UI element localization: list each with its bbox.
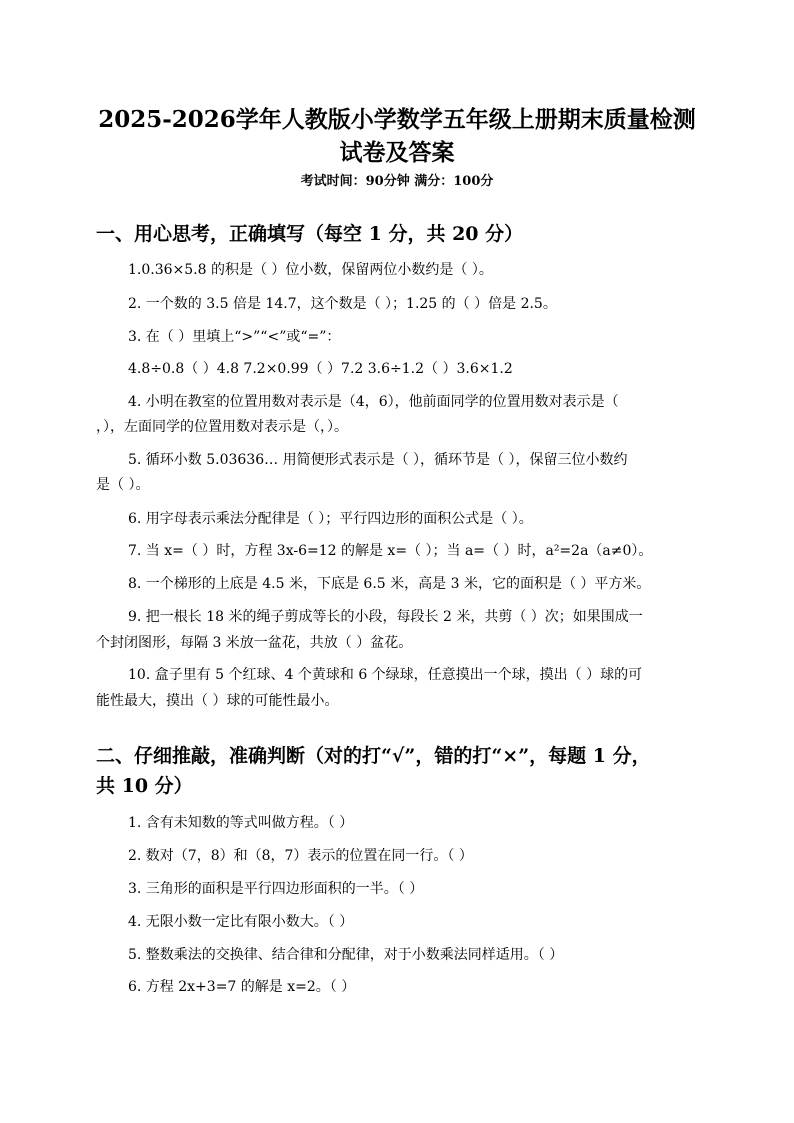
exam-title-line-2: 试卷及答案 [339,139,455,166]
section1-question-10: 10. 盒子里有 5 个红球、4 个黄球和 6 个绿球，任意摸出一个球，摸出（ ）球的可 [128,667,643,683]
section1-question-10-cont: 能性最大，摸出（ ）球的可能性最小。 [96,693,339,709]
section2-question-2: 2. 数对（7，8）和（8，7）表示的位置在同一行。（ ） [128,848,473,864]
section2-heading-line-1: 二、仔细推敲，准确判断（对的打“√”，错的打“×”，每题 1 分， [96,745,651,767]
section1-question-5: 5. 循环小数 5.03636… 用简便形式表示是（ ），循环节是（ ），保留三位小数约 [128,452,628,468]
section1-question-9: 9. 把一根长 18 米的绳子剪成等长的小段，每段长 2 米，共剪（ ）次；如果围成一 [128,609,643,625]
section1-heading: 一、用心思考，正确填写（每空 1 分，共 20 分） [96,223,524,245]
exam-title-line-1: 2025-2026学年人教版小学数学五年级上册期末质量检测 [98,106,696,133]
section2-question-5: 5. 整数乘法的交换律、结合律和分配律，对于小数乘法同样适用。（ ） [128,947,564,963]
section1-question-4: 4. 小明在教室的位置用数对表示是（4，6），他前面同学的位置用数对表示是（ [128,394,619,410]
section1-question-9-cont: 个封闭图形，每隔 3 米放一盆花，共放（ ）盆花。 [96,635,413,651]
section1-question-8: 8. 一个梯形的上底是 4.5 米，下底是 6.5 米，高是 3 米，它的面积是（ ）平方米。 [128,576,651,592]
section1-question-6: 6. 用字母表示乘法分配律是（ ）；平行四边形的面积公式是（ ）。 [128,511,533,527]
section2-heading-line-2: 共 10 分） [96,775,193,797]
section2-question-3: 3. 三角形的面积是平行四边形面积的一半。（ ） [128,881,424,897]
section2-question-1: 1. 含有未知数的等式叫做方程。（ ） [128,815,354,831]
section1-question-3-items: 4.8÷0.8（ ）4.8 7.2×0.99（ ）7.2 3.6÷1.2（ ）3.6×1.2 [128,361,513,377]
section1-question-3: 3. 在（ ）里填上“>”“<”或“=”： [128,329,341,345]
section1-question-2: 2. 一个数的 3.5 倍是 14.7，这个数是（ ）；1.25 的（ ）倍是 2.5。 [128,296,557,312]
exam-info: 考试时间：90分钟 满分：100分 [300,174,494,189]
section1-question-7: 7. 当 x=（ ）时，方程 3x-6=12 的解是 x=（ ）；当 a=（ ）时，a²=2a（a≠0）。 [128,543,653,559]
section2-question-6: 6. 方程 2x+3=7 的解是 x=2。（ ） [128,979,356,995]
section1-question-4-cont: ，），左面同学的位置用数对表示是（，）。 [96,419,348,435]
section1-question-5-cont: 是（ ）。 [96,477,150,493]
section2-question-4: 4. 无限小数一定比有限小数大。（ ） [128,914,354,930]
section1-question-1: 1.0.36×5.8 的积是（ ）位小数，保留两位小数约是（ ）。 [128,262,493,278]
